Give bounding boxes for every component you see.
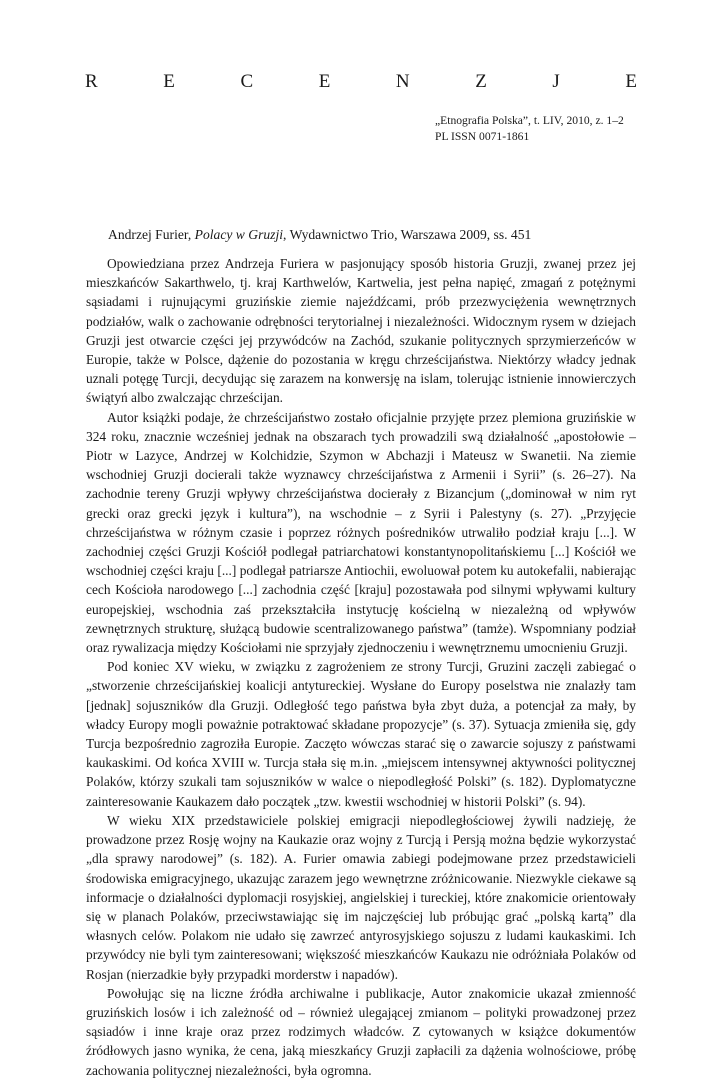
section-heading-letter: N: [395, 71, 410, 92]
journal-citation: „Etnografia Polska”, t. LIV, 2010, z. 1–2: [435, 114, 624, 127]
book-details: , Wydawnictwo Trio, Warszawa 2009, ss. 451: [283, 227, 532, 242]
review-paragraph: Powołując się na liczne źródła archiwalne i publikacje, Autor znakomicie ukazał zmienność gruzińskich losów i ich zależność od – również ulegającej zmianom – polityki prowadzonej przez sąsiadów i inne kraje oraz przez rodzimych władców. Z cytowanych w książce dokumentów źródłowych jasno wynika, że cena, jaką mieszkańcy Gruzji zapłacili za dążenia wolnościowe, próbę zachowania politycznej niezależności, była ogromna.: [86, 985, 636, 1078]
review-body: [86, 254, 636, 1080]
journal-info: [435, 113, 624, 145]
book-title: Polacy w Gruzji: [194, 227, 284, 242]
book-reference: [108, 226, 531, 244]
review-paragraph: Autor książki podaje, że chrześcijaństwo zostało oficjalnie przyjęte przez plemiona gruzińskie w 324 roku, znacznie wcześniej jednak na obszarach tych prowadzili swą działalność „apostołowie – Piotr w Lazyce, Andrzej w Kolchidzie, Szymon w Abchazji i Mateusz w Swanetii. Na ziemie wschodniej Gruzji docierali także wyznawcy chrześcijaństwa z Armenii i Syrii” (s. 26–27). Na zachodnie tereny Gruzji wpływy chrześcijaństwa docierały z Bizancjum („dominował w nim ryt grecki oraz grecki język i kultura”), na wschodnie – z Syrii i Palestyny (s. 27). „Przyjęcie chrześcijaństwa w różnym czasie i poprzez różnych pośredników utrwaliło podział kraju [...]. W zachodniej części Gruzji Kościół podlegał patriarchatowi konstantynopolitańskiemu [...] Kościół we wschodniej części kraju [...] podlegał patriarsze Antiochii, ewoluował potem ku autokefalii, nabierając cech Kościoła narodowego [...] zachodnia część [kraju] pozostawała pod silnymi wpływami kultury europejskiej, wschodnia zaś przekształciła instytucję kościelną w niezależną od wpływów zewnętrznych strukturę, służącą budowie scentralizowanego państwa” (tamże). Wspomniany podział oraz rywalizacja między Kościołami nie sprzyjały zjednoczeniu i wewnętrznemu umocnieniu Gruzji.: [86, 409, 636, 656]
section-heading: [85, 72, 637, 91]
section-heading-letter: J: [552, 71, 560, 92]
section-heading-letter: Z: [475, 71, 487, 92]
journal-issn: PL ISSN 0071-1861: [435, 130, 530, 143]
section-heading-letter: E: [625, 71, 637, 92]
review-paragraph: Pod koniec XV wieku, w związku z zagrożeniem ze strony Turcji, Gruzini zaczęli zabiegać o „stworzenie chrześcijańskiej koalicji antytureckiej. Wysłane do Europy poselstwa nie znalazły tam [jednak] sojuszników dla Gruzji. Odległość tego państwa była zbyt duża, a potencjał za mały, by władcy Europy mogli poważnie potraktować składane propozycje” (s. 37). Sytuacja zmieniła się, gdy Turcja bezpośrednio zagroziła Europie. Zaczęto wówczas starać się o zawarcie sojuszy z państwami kaukaskimi. Od końca XVIII w. Turcja stała się m.in. „miejscem intensywnej aktywności politycznej Polaków, którzy szukali tam sojuszników w walce o niepodległość Polski” (s. 182). Dyplomatyczne zainteresowanie Kaukazem dało początek „tzw. kwestii wschodniej w historii Polski” (s. 94).: [86, 659, 636, 809]
section-heading-letter: E: [318, 71, 331, 92]
section-heading-letter: E: [163, 71, 175, 92]
section-heading-letter: R: [85, 71, 98, 92]
section-heading-letter: C: [240, 71, 254, 92]
book-author: Andrzej Furier,: [108, 227, 195, 242]
review-paragraph: W wieku XIX przedstawiciele polskiej emigracji niepodległościowej żywili nadzieję, że prowadzone przez Rosję wojny na Kaukazie oraz wojny z Turcją i Persją można będzie wykorzystać „dla sprawy narodowej” (s. 182). A. Furier omawia zabiegi podejmowane przez przedstawicieli środowiska emigracyjnego, ukazując zarazem jego wewnętrzne zróżnicowanie. Niezwykle ciekawe są informacje o działalności dyplomacji rosyjskiej, angielskiej i tureckiej, które znakomicie orientowały się w planach Polaków, przeciwstawiając się im najczęściej lub próbując grać „polską kartą” dla własnych celów. Polakom nie udało się zawrzeć antyrosyjskiego sojuszu z ludami kaukaskimi. Ich przywódcy nie byli tym zainteresowani; większość mieszkańców Kaukazu nie odróżniała Polaków od Rosjan (nierzadkie były przypadki morderstw i napadów).: [86, 812, 636, 982]
review-paragraph: Opowiedziana przez Andrzeja Furiera w pasjonujący sposób historia Gruzji, zwanej przez jej mieszkańców Sakarthwelo, tj. kraj Karthwelów, Kartwelia, jest pełna napięć, zmagań z potężnymi sąsiadami i rujnującymi gruzińskie ziemie najeźdźcami, prób przezwyciężenia wewnętrznych podziałów, walk o zachowanie odrębności terytorialnej i niezależności. Widocznym rysem w dziejach Gruzji jest otwarcie części jej przywódców na Zachód, szukanie politycznych sprzymierzeńców w Europie, także w Polsce, dążenie do pozostania w kręgu chrześcijaństwa. Niektórzy władcy jednak uznali potęgę Turcji, decydując się zarazem na konwersję na islam, tolerując istnienie innowierczych świątyń albo zwalczając chrześcijan.: [86, 256, 636, 406]
